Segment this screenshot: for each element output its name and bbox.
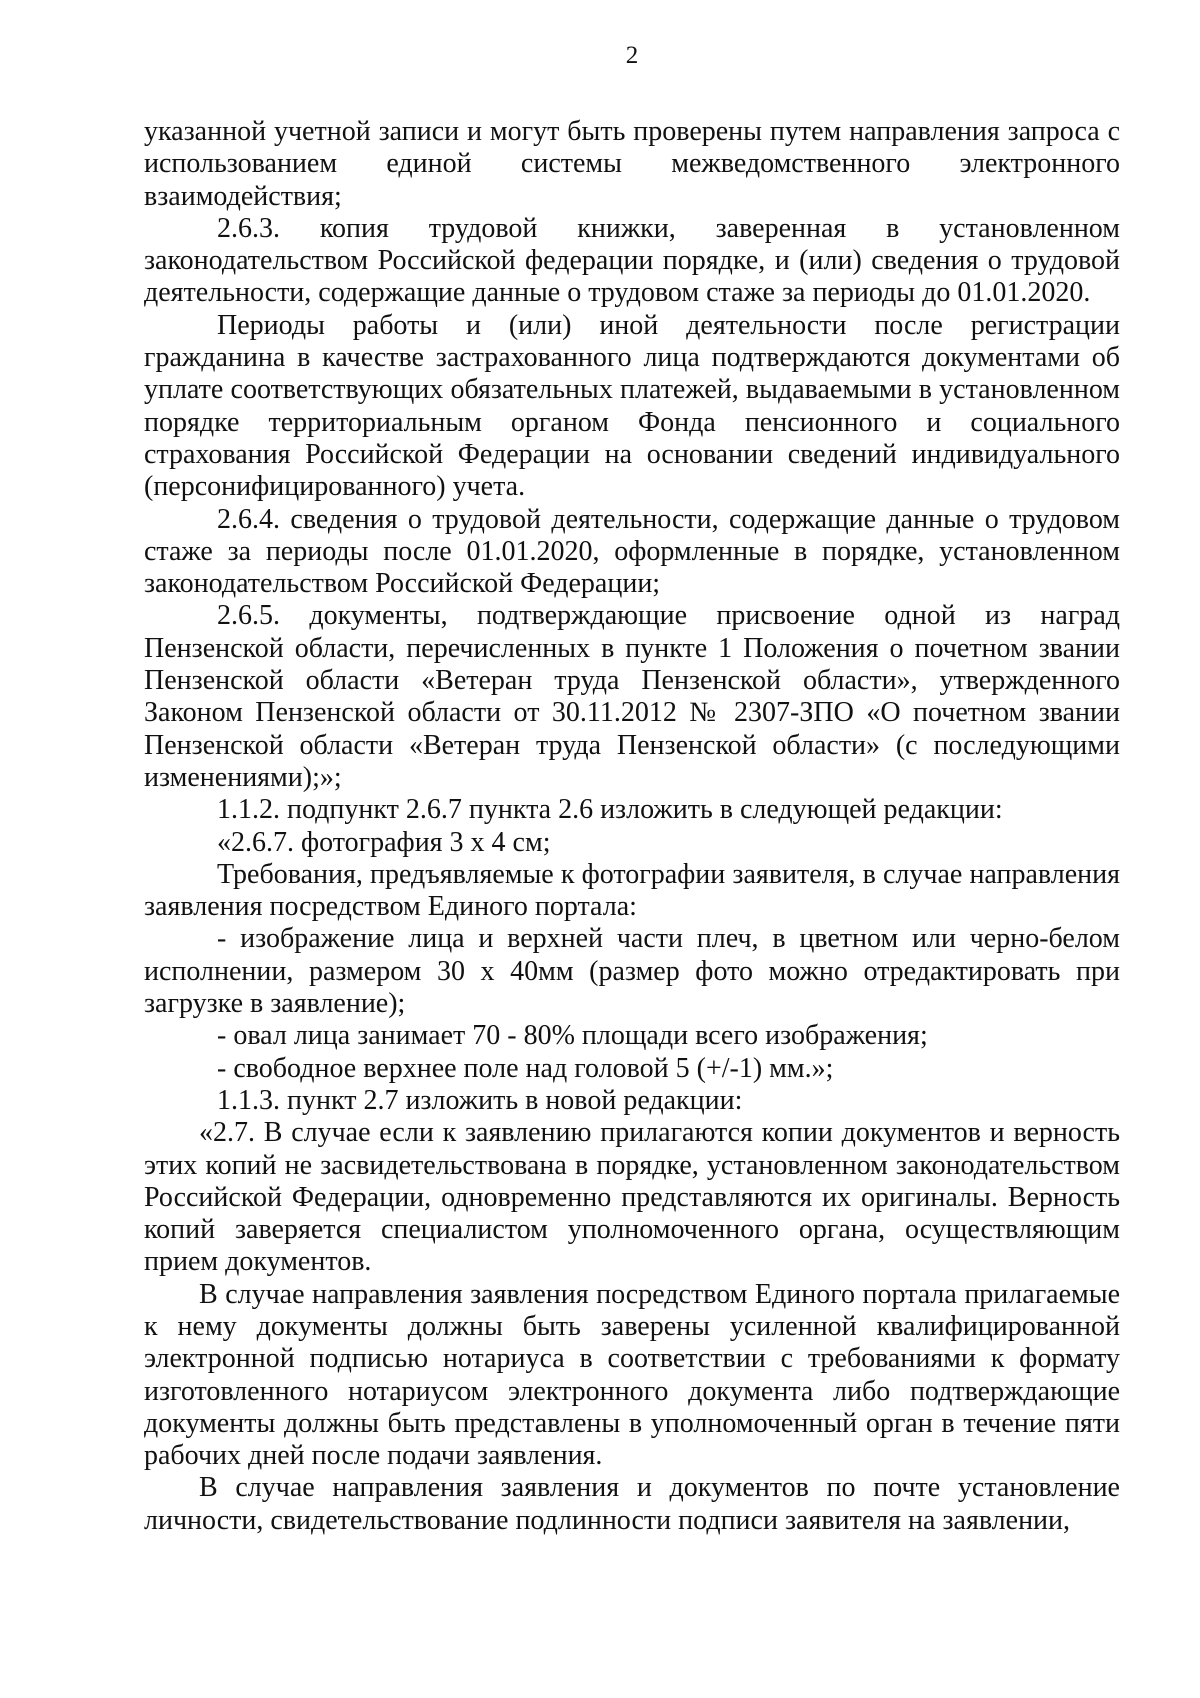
paragraph: - свободное верхнее поле над головой 5 (+/-1) мм.»; <box>217 1052 834 1084</box>
paragraph: 2.6.3. копия трудовой книжки, заверенная в установленном законодательством Российской федерации порядке, и (или) сведения о трудовой деятельности, содержащие данные о трудовом стаже за периоды до 01.01.2020. <box>144 212 1120 309</box>
paragraph: В случае направления заявления и документов по почте установление личности, свидетельствование подлинности подписи заявителя на заявлении, <box>144 1472 1120 1536</box>
page-number: 2 <box>625 42 639 69</box>
paragraph: указанной учетной записи и могут быть проверены путем направления запроса с использованием единой системы межведомственного электронного взаимодействия; <box>144 116 1120 212</box>
paragraph: «2.6.7. фотография 3 х 4 см; <box>217 826 551 858</box>
paragraph: 1.1.2. подпункт 2.6.7 пункта 2.6 изложить в следующей редакции: <box>217 794 1003 826</box>
paragraph: Периоды работы и (или) иной деятельности после регистрации гражданина в качестве застрахованного лица подтверждаются документами об уплате соответствующих обязательных платежей, выдаваемыми в установленном порядке территориальным органом Фонда пенсионного и социального страхования Российской Федерации на основании сведений индивидуального (персонифицированного) учета. <box>144 309 1120 503</box>
document-body <box>144 116 1120 1537</box>
paragraph: 1.1.3. пункт 2.7 изложить в новой редакции: <box>217 1084 743 1116</box>
paragraph: - изображение лица и верхней части плеч, в цветном или черно-белом исполнении, размером 30 х 40мм (размер фото можно отредактировать при загрузке в заявление); <box>144 923 1120 1020</box>
paragraph: 2.6.5. документы, подтверждающие присвоение одной из наград Пензенской области, перечисленных в пункте 1 Положения о почетном звании Пензенской области «Ветеран труда Пензенской области», утвержденного Законом Пензенской области от 30.11.2012 № 2307-ЗПО «О почетном звании Пензенской области «Ветеран труда Пензенской области» (с последующими изменениями);»; <box>144 600 1120 793</box>
paragraph: «2.7. В случае если к заявлению прилагаются копии документов и верность этих копий не засвидетельствована в порядке, установленном законодательством Российской Федерации, одновременно представляются их оригиналы. Верность копий заверяется специалистом уполномоченного органа, осуществляющим прием документов. <box>144 1117 1120 1278</box>
paragraph: Требования, предъявляемые к фотографии заявителя, в случае направления заявления посредством Единого портала: <box>144 858 1120 923</box>
paragraph: - овал лица занимает 70 - 80% площади всего изображения; <box>217 1020 928 1052</box>
paragraph: 2.6.4. сведения о трудовой деятельности, содержащие данные о трудовом стаже за периоды после 01.01.2020, оформленные в порядке, установленном законодательством Российской Федерации; <box>144 503 1120 600</box>
paragraph: В случае направления заявления посредством Единого портала прилагаемые к нему документы должны быть заверены усиленной квалифицированной электронной подписью нотариуса в соответствии с требованиями к формату изготовленного нотариусом электронного документа либо подтверждающие документы должны быть представлены в уполномоченный орган в течение пяти рабочих дней после подачи заявления. <box>144 1278 1120 1472</box>
document-page <box>144 0 1120 1698</box>
